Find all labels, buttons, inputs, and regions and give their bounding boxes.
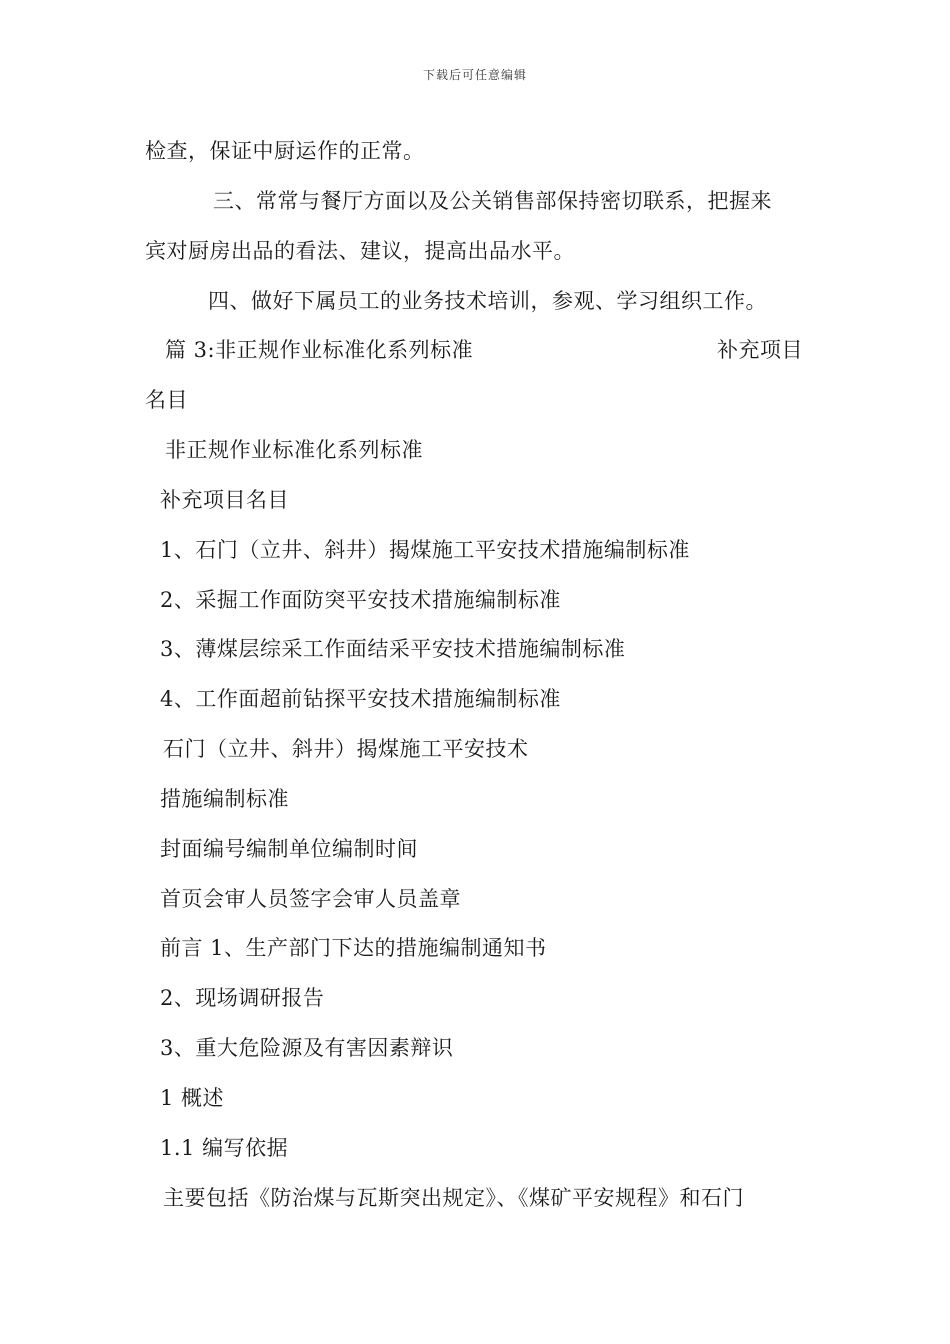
paragraph-line: 非正规作业标准化系列标准 [165,438,423,462]
paragraph-line: 措施编制标准 [160,787,289,811]
section-title: 篇 3:非正规作业标准化系列标准 [165,338,474,362]
paragraph-line: 检查，保证中厨运作的正常。 [145,139,425,163]
list-item: 3、薄煤层综采工作面结采平安技术措施编制标准 [160,637,626,661]
paragraph-line: 三、常常与餐厅方面以及公关销售部保持密切联系，把握来 [213,189,772,213]
list-item: 2、采掘工作面防突平安技术措施编制标准 [160,588,561,612]
section-title-row [165,336,805,364]
paragraph-line: 四、做好下属员工的业务技术培训，参观、学习组织工作。 [208,289,767,313]
page-header: 下载后可任意编辑 [422,68,527,82]
paragraph-line: 前言 1、生产部门下达的措施编制通知书 [160,936,547,960]
list-item: 3、重大危险源及有害因素辩识 [160,1036,454,1060]
heading-line: 1 概述 [160,1086,225,1110]
list-item: 4、工作面超前钻探平安技术措施编制标准 [160,687,561,711]
list-item: 2、现场调研报告 [160,986,325,1010]
paragraph-line: 主要包括《防治煤与瓦斯突出规定》、《煤矿平安规程》和石门 [163,1186,744,1210]
paragraph-line: 补充项目名目 [160,488,289,512]
heading-line: 1.1 编写依据 [160,1136,289,1160]
paragraph-line: 封面编号编制单位编制时间 [160,837,418,861]
paragraph-line: 名目 [145,388,188,412]
paragraph-line: 首页会审人员签字会审人员盖章 [160,887,461,911]
list-item: 1、石门（立井、斜井）揭煤施工平安技术措施编制标准 [160,538,690,562]
paragraph-line: 石门（立井、斜井）揭煤施工平安技术 [163,737,529,761]
section-title-right: 补充项目 [717,338,803,362]
paragraph-line: 宾对厨房出品的看法、建议，提高出品水平。 [145,239,575,263]
